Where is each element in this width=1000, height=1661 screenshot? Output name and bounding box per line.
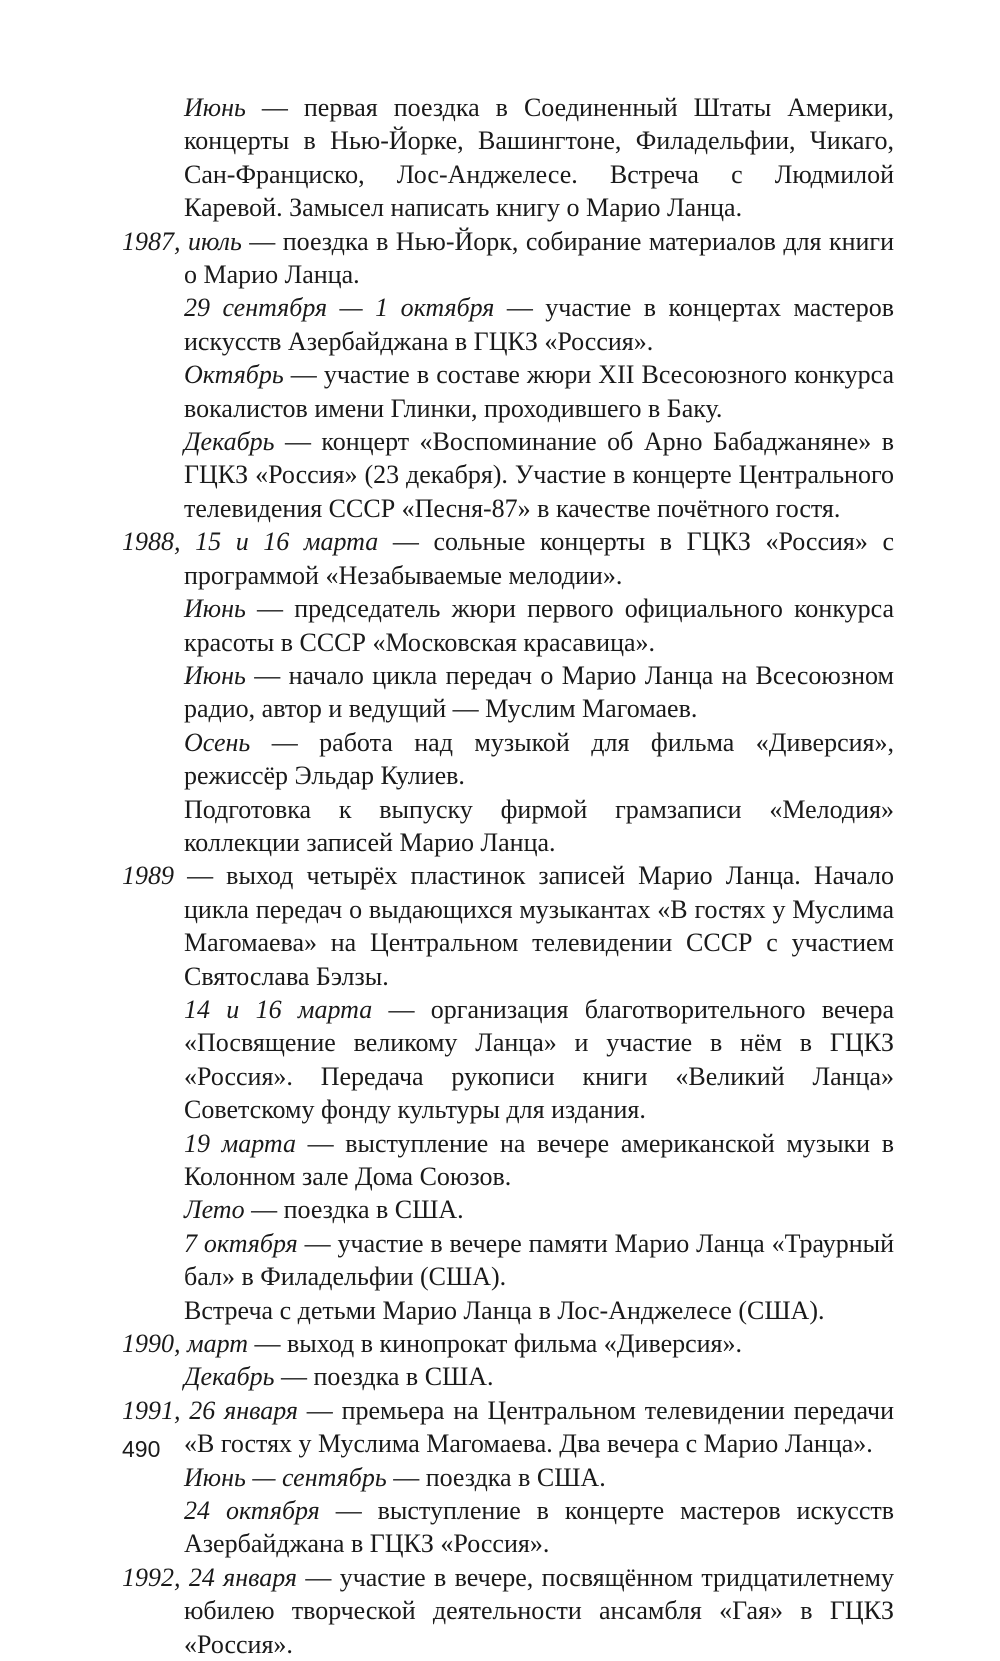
chronology-item (122, 425, 894, 525)
item-text: Подготовка к выпуску фирмой грамзаписи «Мелодия» коллекции записей Марио Ланца. (184, 794, 894, 857)
item-text: — премьера на Центральном телевидении передачи «В гостях у Муслима Магомаева. Два вечера с Марио Ланца». (184, 1395, 895, 1459)
item-text: — председатель жюри первого официального конкурса красоты в СССР «Московская красавица». (184, 594, 894, 657)
item-text: — выход в кинопрокат фильма «Диверсия». (248, 1329, 743, 1359)
item-date: 24 октября (184, 1496, 320, 1526)
item-text: — поездка в США. (386, 1462, 606, 1492)
chronology-item (122, 1494, 894, 1561)
item-date: Июнь (184, 93, 246, 122)
item-text: — сольные концерты в ГЦКЗ «Россия» с программой «Незабываемые мелодии». (184, 527, 895, 590)
item-date: 29 сентября — 1 октября (184, 293, 495, 323)
item-text: — первая поездка в Соединенный Штаты Америки, концерты в Нью-Йорке, Вашингтоне, Филадельфии, Чикаго, Сан-Франциско, Лос-Анджелесе. Встреча с Людмилой Каревой. Замысел написать книгу о Марио Ланца. (184, 93, 894, 223)
item-date: 1987, июль (122, 226, 242, 256)
item-date: Июнь — сентябрь (184, 1462, 387, 1492)
chronology-item (122, 358, 894, 425)
item-date: 14 и 16 марта (184, 994, 373, 1024)
chronology-item (122, 91, 894, 225)
item-text: — выход четырёх пластинок записей Марио Ланца. Начало цикла передач о выдающихся музыкантах «В гостях у Муслима Магомаева» на Центральном телевидении СССР с участием Святослава Бэлзы. (174, 861, 894, 991)
item-date: Декабрь (184, 1362, 275, 1392)
item-text: Встреча с детьми Марио Ланца в Лос-Анджелесе (США). (184, 1295, 825, 1325)
item-text: — работа над музыкой для фильма «Диверсия», режиссёр Эльдар Кулиев. (184, 727, 894, 791)
chronology-item (122, 592, 894, 659)
item-text: — поездка в Нью-Йорк, собирание материалов для книги о Марио Ланца. (184, 226, 894, 290)
chronology-item (122, 1461, 894, 1494)
item-date: Осень (184, 727, 251, 757)
item-text: — участие в концертах мастеров искусств Азербайджана в ГЦКЗ «Россия». (184, 293, 894, 356)
chronology-item (122, 1294, 894, 1327)
chronology-year-entry (122, 225, 894, 292)
item-text: — участие в составе жюри XII Всесоюзного конкурса вокалистов имени Глинки, проходившего в Баку. (184, 360, 894, 423)
item-date: Июнь (184, 660, 246, 690)
chronology-item (122, 726, 894, 793)
item-text: — выступление на вечере американской музыки в Колонном зале Дома Союзов. (184, 1128, 894, 1191)
item-date: 1990, март (122, 1329, 249, 1359)
chronology-item (122, 291, 894, 358)
item-date: 1991, 26 января (122, 1395, 298, 1425)
item-text: — поездка в США. (274, 1362, 494, 1392)
item-date: 19 марта (184, 1128, 296, 1158)
chronology-item (122, 993, 894, 1127)
chronology-item (122, 1127, 894, 1194)
chronology-year-entry (122, 859, 894, 993)
chronology-item (122, 659, 894, 726)
item-date: 7 октября (184, 1228, 298, 1258)
item-text: — выступление в концерте мастеров искусств Азербайджана в ГЦКЗ «Россия». (184, 1496, 894, 1559)
chronology-item (122, 1227, 894, 1294)
chronology-year-entry (122, 1394, 894, 1461)
item-date: 1989 (122, 861, 174, 891)
chronology-item (122, 1193, 894, 1226)
item-text: — участие в вечере памяти Марио Ланца «Траурный бал» в Филадельфии (США). (184, 1228, 894, 1292)
item-date: Июнь (184, 594, 246, 624)
item-date: 1988, 15 и 16 марта (122, 527, 379, 557)
item-text: — организация благотворительного вечера «Посвящение великому Ланца» и участие в нём в ГЦКЗ «Россия». Передача рукописи книги «Великий Ланца» Советскому фонду культуры для издания. (184, 994, 894, 1125)
chronology-year-entry (122, 525, 894, 592)
item-date: Декабрь (184, 427, 275, 457)
chronology-item (122, 793, 894, 860)
item-date: Лето (184, 1195, 245, 1225)
item-text: — концерт «Воспоминание об Арно Бабаджаняне» в ГЦКЗ «Россия» (23 декабря). Участие в концерте Центрального телевидения СССР «Песня-87» в качестве почётного гостя. (184, 427, 894, 523)
chronology-year-entry (122, 1327, 894, 1360)
item-text: — поездка в США. (244, 1195, 464, 1225)
item-text: — участие в вечере, посвящённом тридцатилетнему юбилею творческой деятельности ансамбля «Гая» в ГЦКЗ «Россия». (184, 1562, 894, 1659)
item-text: — начало цикла передач о Марио Ланца на Всесоюзном радио, автор и ведущий — Муслим Магомаев. (184, 660, 894, 724)
item-date: Октябрь (184, 360, 284, 390)
item-date: 1992, 24 января (122, 1562, 298, 1592)
page-number: 490 (122, 1436, 161, 1462)
chronology-item (122, 1360, 894, 1393)
chronology-text (122, 91, 894, 1661)
chronology-year-entry (122, 1561, 894, 1661)
